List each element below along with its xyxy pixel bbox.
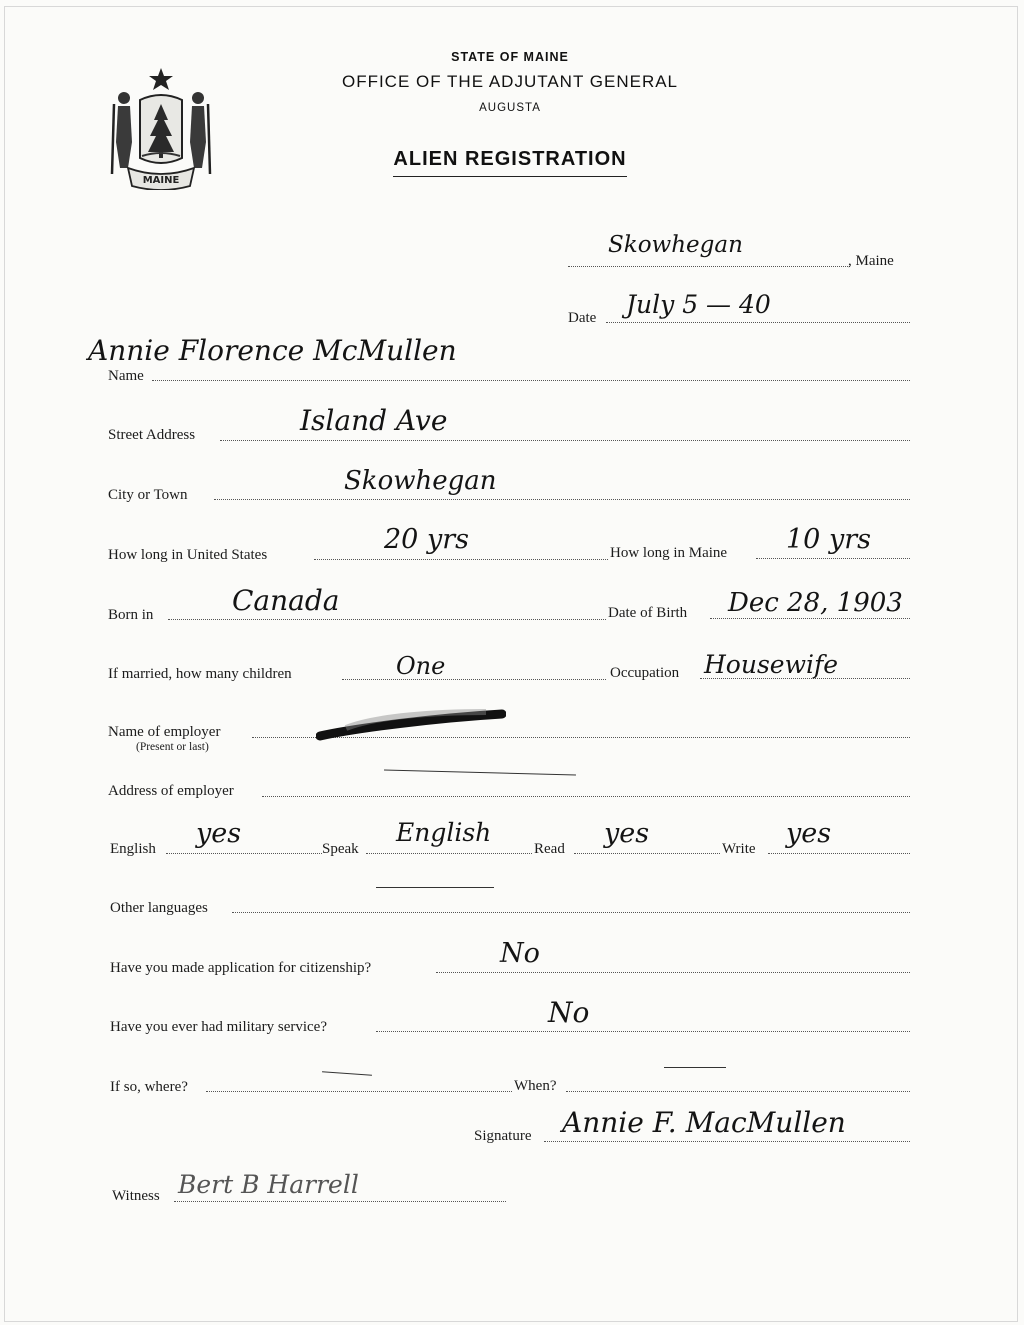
speak-entry: English bbox=[396, 818, 492, 847]
header-state: STATE OF MAINE bbox=[451, 50, 569, 64]
employer-label: Name of employer bbox=[108, 724, 221, 740]
occupation-label: Occupation bbox=[610, 665, 680, 681]
crossed-out-employer-mark bbox=[316, 704, 506, 744]
years-us-entry: 20 yrs bbox=[384, 524, 469, 555]
citizenship-line bbox=[436, 972, 910, 973]
header-office: OFFICE OF THE ADJUTANT GENERAL bbox=[341, 72, 679, 91]
years-maine-entry: 10 yrs bbox=[786, 524, 871, 555]
english-line bbox=[166, 853, 322, 854]
form-title bbox=[330, 148, 690, 177]
speak-label: Speak bbox=[322, 841, 359, 857]
other-languages-label: Other languages bbox=[110, 900, 208, 916]
date-entry: July 5 — 40 bbox=[626, 290, 771, 319]
date-label: Date bbox=[568, 310, 597, 326]
form-title-text: ALIEN REGISTRATION bbox=[393, 148, 626, 177]
write-line bbox=[768, 853, 910, 854]
signature-line bbox=[544, 1141, 910, 1142]
children-line bbox=[342, 679, 606, 680]
write-entry: yes bbox=[786, 818, 832, 849]
street-label: Street Address bbox=[108, 427, 196, 443]
english-entry: yes bbox=[196, 818, 242, 849]
place-line bbox=[568, 266, 850, 267]
other-languages-line bbox=[232, 912, 910, 913]
when-line bbox=[566, 1091, 910, 1092]
children-label: If married, how many children bbox=[108, 666, 292, 682]
employer-note: (Present or last) bbox=[136, 741, 209, 753]
speak-line bbox=[366, 853, 532, 854]
place-entry: Skowhegan bbox=[608, 232, 743, 258]
street-entry: Island Ave bbox=[300, 404, 448, 437]
date-line bbox=[606, 322, 910, 323]
witness-entry: Bert B Harrell bbox=[178, 1170, 359, 1199]
military-label: Have you ever had military service? bbox=[110, 1019, 327, 1035]
signature-label: Signature bbox=[474, 1128, 532, 1144]
born-label: Born in bbox=[108, 607, 154, 623]
born-line bbox=[168, 619, 606, 620]
witness-label: Witness bbox=[112, 1188, 160, 1204]
name-line bbox=[152, 380, 910, 381]
children-entry: One bbox=[396, 652, 446, 680]
dob-line bbox=[710, 618, 910, 619]
street-line bbox=[220, 440, 910, 441]
other-languages-dash bbox=[376, 887, 494, 888]
dob-entry: Dec 28, 1903 bbox=[728, 588, 903, 618]
seal-banner-text: MAINE bbox=[142, 175, 180, 186]
header-city: AUGUSTA bbox=[479, 102, 541, 114]
name-label: Name bbox=[108, 368, 144, 384]
years-maine-line bbox=[756, 558, 910, 559]
english-label: English bbox=[110, 841, 156, 857]
citizenship-label: Have you made application for citizenship? bbox=[110, 960, 372, 976]
citizenship-entry: No bbox=[500, 938, 540, 969]
write-label: Write bbox=[722, 841, 756, 857]
employer-address-line bbox=[262, 796, 910, 797]
witness-line bbox=[174, 1201, 506, 1202]
born-entry: Canada bbox=[232, 584, 340, 617]
read-label: Read bbox=[534, 841, 565, 857]
years-us-label: How long in United States bbox=[108, 547, 268, 563]
where-line bbox=[206, 1091, 512, 1092]
city-label: City or Town bbox=[108, 487, 188, 503]
place-suffix-label: , Maine bbox=[848, 253, 894, 269]
when-dash bbox=[664, 1067, 726, 1068]
years-maine-label: How long in Maine bbox=[610, 545, 728, 561]
dob-label: Date of Birth bbox=[608, 605, 688, 621]
city-entry: Skowhegan bbox=[344, 466, 497, 496]
read-entry: yes bbox=[604, 818, 650, 849]
name-entry: Annie Florence McMullen bbox=[88, 334, 457, 367]
maine-state-seal-icon bbox=[108, 64, 214, 190]
scan-border bbox=[4, 6, 1018, 1322]
signature-entry: Annie F. MacMullen bbox=[562, 1106, 846, 1139]
years-us-line bbox=[314, 559, 608, 560]
military-entry: No bbox=[548, 996, 590, 1029]
when-label: When? bbox=[514, 1078, 557, 1094]
where-label: If so, where? bbox=[110, 1079, 188, 1095]
employer-address-label: Address of employer bbox=[108, 783, 234, 799]
city-line bbox=[214, 499, 910, 500]
occupation-entry: Housewife bbox=[704, 650, 839, 679]
military-line bbox=[376, 1031, 910, 1032]
read-line bbox=[574, 853, 720, 854]
